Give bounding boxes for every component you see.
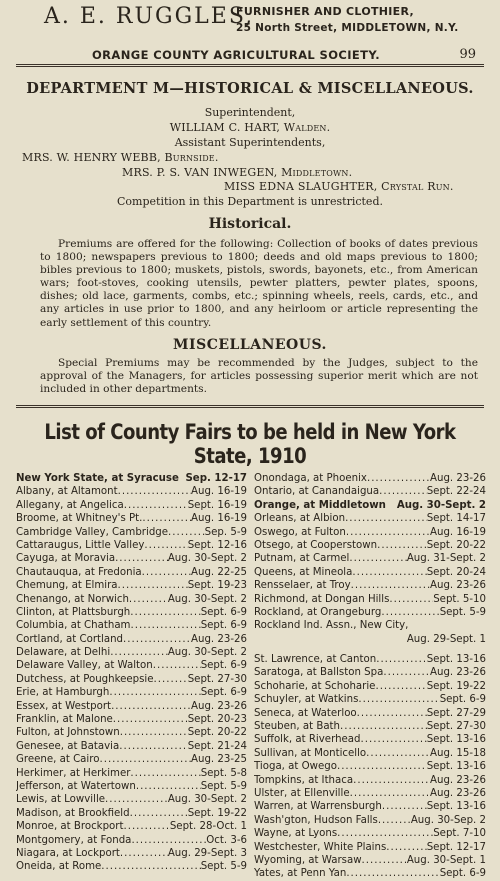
fair-dates: Aug. 30-Sept. 2 (396, 499, 486, 511)
fair-county-location: Suffolk, at Riverhead (254, 734, 361, 746)
fair-county-location: Schuyler, at Watkins (254, 694, 359, 706)
fair-dates: Sep. 5-9 (204, 526, 247, 538)
fair-entry (254, 800, 486, 813)
leader-dots (346, 867, 439, 880)
fair-county-location: Chemung, at Elmira (16, 580, 118, 592)
fair-county-location: Cayuga, at Moravia (16, 553, 116, 565)
fair-county-location: Essex, at Westport (16, 700, 112, 712)
fair-dates: Sept. 27-30 (426, 721, 486, 733)
fair-dates: Sept. 13-16 (426, 801, 486, 813)
leader-dots (153, 659, 201, 672)
leader-dots (349, 552, 406, 565)
advertiser-address: 25 North Street, MIDDLETOWN, N.Y. (236, 22, 459, 34)
fair-entry (16, 593, 247, 606)
leader-space (386, 499, 397, 512)
fair-dates: Sept. 5-9 (200, 780, 247, 792)
fair-entry (254, 814, 486, 827)
competition-note: Competition in this Department is unrestricted. (117, 195, 383, 208)
leader-dots (131, 834, 206, 847)
fair-entry (254, 579, 486, 592)
fair-entry (16, 552, 247, 565)
fair-county-location: Ontario, at Canandaigua (254, 486, 380, 498)
fair-dates: Sept. 19-23 (187, 580, 247, 592)
fair-county-location: Cortland, at Cortland (16, 633, 124, 645)
fair-dates: Aug. 29-Sept. 1 (406, 633, 486, 645)
fair-entry (16, 539, 247, 552)
superintendent-name: WILLIAM C. HART, Walden. (169, 121, 331, 134)
fair-entry (254, 720, 486, 733)
fair-entry (254, 827, 486, 840)
fairs-column-left (16, 472, 247, 874)
fair-entry (16, 566, 247, 579)
fair-dates: Sep. 12-17 (185, 473, 247, 484)
leader-dots (123, 820, 169, 833)
fair-entry (254, 566, 486, 579)
fair-entry (254, 867, 486, 880)
fair-entry (16, 793, 247, 806)
fair-entry (16, 713, 247, 726)
fair-county-location: Herkimer, at Herkimer (16, 767, 131, 779)
leader-dots (129, 593, 168, 606)
leader-dots (389, 593, 433, 606)
leader-dots (375, 680, 426, 693)
fair-dates: Aug. 30-Sept. 2 (167, 794, 247, 806)
fair-county-location: Putnam, at Carmel (254, 553, 350, 565)
leader-dots (111, 700, 191, 713)
fair-entry (16, 847, 247, 860)
fair-county-location: Yates, at Penn Yan (254, 868, 347, 880)
leader-dots (337, 827, 433, 840)
fair-county-location: Greene, at Cairo (16, 754, 100, 766)
fair-county-location: Otsego, at Cooperstown (254, 539, 378, 551)
fair-dates: Sept. 20-24 (426, 566, 486, 578)
fair-entry (16, 485, 247, 498)
fair-dates: Sept. 27-30 (187, 673, 247, 685)
fair-dates: Aug. 16-19 (191, 513, 247, 525)
leader-dots (367, 472, 430, 485)
fair-dates: Aug. 31-Sept. 2 (406, 553, 486, 565)
fair-dates: Sept. 6-9 (200, 606, 247, 618)
fair-county-location: Warren, at Warrensburgh (254, 801, 382, 813)
fair-entry (254, 747, 486, 760)
fair-entry (254, 539, 486, 552)
fair-entry (254, 499, 486, 512)
leader-dots (379, 485, 427, 498)
advertiser-name: A. E. RUGGLES, (44, 4, 255, 29)
leader-dots (101, 860, 200, 873)
fair-dates: Sept. 16-19 (187, 499, 247, 511)
fair-dates: Sept. 20-22 (187, 727, 247, 739)
fair-entry (254, 733, 486, 746)
leader-dots (362, 854, 407, 867)
leader-dots (123, 633, 191, 646)
fair-dates: Sept. 6-9 (200, 687, 247, 699)
fair-county-location: Albany, at Altamont (16, 486, 118, 498)
fair-entry (254, 606, 486, 619)
fair-entry (16, 659, 247, 672)
header-divider (16, 64, 484, 65)
fair-dates: Aug. 15-18 (430, 747, 486, 759)
leader-dots (351, 579, 430, 592)
fairs-column-right (254, 472, 486, 881)
fair-entry (254, 653, 486, 666)
leader-dots (352, 566, 426, 579)
leader-dots (118, 485, 191, 498)
fair-county-location: Montgomery, at Fonda (16, 834, 132, 846)
fair-dates: Sept. 12-16 (187, 539, 247, 551)
leader-dots (118, 579, 188, 592)
fair-county-location: Sullivan, at Monticello (254, 747, 367, 759)
leader-dots (383, 666, 430, 679)
fair-county-location: Chautauqua, at Fredonia (16, 566, 142, 578)
fair-county-location: Madison, at Brookfield (16, 807, 130, 819)
fair-dates: Sept. 28-Oct. 1 (169, 821, 247, 833)
leader-dots (120, 726, 188, 739)
leader-dots (130, 619, 200, 632)
leader-dots (130, 767, 200, 780)
fair-county-location: Clinton, at Plattsburgh (16, 606, 131, 618)
fair-dates: Aug. 23-26 (191, 700, 247, 712)
fair-entry (16, 673, 247, 686)
assistant-superintendent-2: MRS. P. S. VAN INWEGEN, Middletown. (122, 166, 353, 179)
fair-entry (16, 579, 247, 592)
fair-county-location: Queens, at Mineola (254, 566, 353, 578)
leader-dots (130, 807, 188, 820)
fair-entry (254, 693, 486, 706)
fair-dates: Sept. 27-29 (426, 707, 486, 719)
fair-dates: Aug. 23-26 (430, 787, 486, 799)
fair-county-location: Delaware, at Delhi (16, 647, 111, 659)
fair-entry (254, 854, 486, 867)
fair-dates: Aug. 23-26 (191, 633, 247, 645)
fair-county-location: Saratoga, at Ballston Spa (254, 667, 384, 679)
leader-dots (386, 841, 426, 854)
fair-entry (254, 472, 486, 485)
superintendent-label: Superintendent, (204, 106, 296, 119)
fair-county-location: Broome, at Whitney's Pt. (16, 513, 143, 525)
fair-county-location: Wyoming, at Warsaw (254, 854, 362, 866)
section-divider-thin (16, 407, 484, 408)
fair-county-location: Genesee, at Batavia (16, 740, 120, 752)
fair-dates: Sept. 20-22 (426, 539, 486, 551)
assistant-superintendent-3: MISS EDNA SLAUGHTER, Crystal Run. (224, 180, 454, 193)
fair-county-location: Onondaga, at Phoenix (254, 473, 367, 484)
fair-county-location: Dutchess, at Poughkeepsie (16, 673, 154, 685)
fair-dates: Aug. 22-25 (191, 566, 247, 578)
leader-dots (109, 686, 200, 699)
fair-county-location: Ulster, at Ellenville (254, 787, 350, 799)
fair-county-location: Jefferson, at Watertown (16, 780, 136, 792)
leader-dots (136, 780, 201, 793)
fair-county-location: Orleans, at Albion (254, 513, 346, 525)
leader-dots (110, 646, 168, 659)
fair-county-location: Oswego, at Fulton (254, 526, 346, 538)
fair-county-location: Cattaraugus, Little Valley (16, 539, 145, 551)
fair-dates: Aug. 23-25 (191, 754, 247, 766)
page-number: 99 (459, 47, 476, 62)
fair-county-location: Steuben, at Bath (254, 721, 341, 733)
fair-county-location: Columbia, at Chatham (16, 620, 131, 632)
fair-dates: Sept. 6-9 (200, 620, 247, 632)
leader-dots (337, 760, 427, 773)
fair-entry (16, 834, 247, 847)
fair-entry (254, 707, 486, 720)
fair-county-location: Fulton, at Johnstown (16, 727, 120, 739)
fair-dates: Aug. 29-Sept. 3 (167, 847, 247, 859)
leader-dots (378, 814, 411, 827)
fair-entry (254, 760, 486, 773)
fair-county-location: St. Lawrence, at Canton (254, 654, 377, 666)
leader-dots (105, 793, 168, 806)
fair-dates: Sept. 12-17 (426, 841, 486, 853)
fair-dates: Sept. 19-22 (187, 807, 247, 819)
leader-dots (99, 753, 191, 766)
fair-county-location: Niagara, at Lockport (16, 847, 120, 859)
leader-dots (350, 787, 430, 800)
fair-county-location: New York State, at Syracuse (16, 473, 179, 484)
fair-dates: Sept. 5-9 (200, 861, 247, 873)
leader-dots (142, 512, 191, 525)
fair-dates: Aug. 16-19 (191, 486, 247, 498)
fair-county-location: Westchester, White Plains (254, 841, 387, 853)
fair-county-location: Orange, at Middletown (254, 499, 386, 511)
fair-county-location: Erie, at Hamburgh (16, 687, 110, 699)
fair-dates: Sept. 13-16 (426, 654, 486, 666)
fair-entry (16, 860, 247, 873)
fair-dates: Aug. 23-26 (430, 473, 486, 484)
fair-entry (16, 807, 247, 820)
fair-county-location: Franklin, at Malone (16, 714, 113, 726)
fair-dates: Sept. 21-24 (187, 740, 247, 752)
fair-dates: Aug. 23-26 (430, 774, 486, 786)
fair-county-location: Richmond, at Dongan Hills (254, 593, 390, 605)
leader-dots (115, 552, 168, 565)
fairs-list-title: List of County Fairs to be held in New York State, 1910 (44, 420, 456, 468)
leader-dots (120, 847, 168, 860)
assistant-superintendent-1: MRS. W. HENRY WEBB, Burnside. (22, 151, 219, 164)
miscellaneous-heading: MISCELLANEOUS. (173, 337, 327, 353)
fair-entry (16, 606, 247, 619)
fair-entry (254, 774, 486, 787)
leader-dots (358, 693, 439, 706)
fair-entry (254, 526, 486, 539)
fair-entry (254, 680, 486, 693)
fair-county-location: Rensselaer, at Troy (254, 580, 351, 592)
fair-county-location: Delaware Valley, at Walton (16, 660, 153, 672)
miscellaneous-paragraph: Special Premiums may be recommended by the Judges, subject to the approval of the Managers, for articles possessing superior merit which are not included in other departments. (40, 357, 478, 396)
leader-dots (382, 800, 427, 813)
leader-dots (346, 526, 430, 539)
leader-dots (357, 707, 427, 720)
assistant-label: Assistant Superintendents, (174, 136, 326, 149)
fair-county-location: Cambridge Valley, Cambridge (16, 526, 169, 538)
fair-county-location: Rockland Ind. Assn., New City, (254, 620, 409, 632)
fair-entry (254, 666, 486, 679)
leader-dots (119, 740, 187, 753)
fair-entry (16, 780, 247, 793)
fair-dates: Sept. 6-9 (439, 694, 486, 706)
fair-dates: Aug. 30-Sept. 2 (167, 647, 247, 659)
leader-dots (113, 713, 188, 726)
historical-paragraph: Premiums are offered for the following: Collection of books of dates previous to 1800; newspapers previous to 1800; deeds and old maps previous to 1800; bibles previous to 1800; muskets, pistols, swords, bayonets, etc., from American wars; foot-stoves, cooking utensils, pewter platters, pewter plates, spoons, dishes; old lace, garments, combs, etc.; spinning wheels, reels, cards, etc., and any articles in use prior to 1800, and any heirloom or article representing the early settlement of this country. (40, 238, 478, 329)
fair-dates: Aug. 16-19 (430, 526, 486, 538)
fair-entry (16, 512, 247, 525)
fair-dates: Sept. 22-24 (426, 486, 486, 498)
department-title: DEPARTMENT M—HISTORICAL & MISCELLANEOUS. (26, 80, 474, 97)
fair-county-location: Wash'gton, Hudson Falls (254, 814, 378, 826)
fair-entry (254, 619, 486, 632)
fair-dates: Aug. 30-Sept. 2 (167, 553, 247, 565)
header-divider-thin (16, 66, 484, 67)
leader-dots (154, 673, 188, 686)
fair-dates: Oct. 3-6 (206, 834, 247, 846)
fair-entry (16, 633, 247, 646)
leader-dots (124, 499, 188, 512)
fair-entry (254, 485, 486, 498)
advertiser-header (14, 0, 486, 48)
leader-dots (340, 720, 427, 733)
fair-dates: Aug. 23-26 (430, 667, 486, 679)
fair-entry (254, 552, 486, 565)
fair-entry (16, 820, 247, 833)
fair-county-location: Schoharie, at Schoharie (254, 680, 376, 692)
fair-county-location: Allegany, at Angelica (16, 499, 124, 511)
leader-dots (144, 539, 187, 552)
fair-county-location: Rockland, at Orangeburg (254, 606, 382, 618)
fair-entry (16, 740, 247, 753)
leader-dots (168, 526, 205, 539)
fair-dates: Sept. 5-9 (439, 606, 486, 618)
section-divider (16, 405, 484, 406)
fair-dates: Sept. 5-8 (200, 767, 247, 779)
fair-county-location: Tioga, at Owego (254, 761, 337, 773)
fair-entry (16, 472, 247, 485)
fair-entry (254, 512, 486, 525)
fair-entry (16, 700, 247, 713)
fair-entry (254, 787, 486, 800)
leader-dots (142, 566, 191, 579)
fair-dates: Sept. 14-17 (426, 513, 486, 525)
fair-county-location: Chenango, at Norwich (16, 593, 129, 605)
fair-dates: Sept. 19-22 (426, 680, 486, 692)
fair-dates: Sept. 7-10 (433, 828, 486, 840)
advertiser-trade: FURNISHER AND CLOTHIER, (236, 5, 414, 18)
fair-entry (16, 767, 247, 780)
fair-dates: Aug. 23-26 (430, 580, 486, 592)
leader-dots (345, 512, 427, 525)
fair-county-location: Monroe, at Brockport (16, 821, 124, 833)
fair-entry (16, 686, 247, 699)
fair-dates: Sept. 6-9 (200, 660, 247, 672)
fair-dates: Sept. 20-23 (187, 714, 247, 726)
leader-dots (381, 606, 439, 619)
fair-dates: Sept. 6-9 (439, 868, 486, 880)
fair-county-location: Wayne, at Lyons (254, 828, 338, 840)
leader-dots (353, 774, 430, 787)
fair-dates: Sept. 5-10 (433, 593, 486, 605)
leader-dots (366, 747, 430, 760)
fair-dates: Sept. 13-16 (426, 734, 486, 746)
leader-dots (376, 653, 427, 666)
fair-entry (254, 633, 486, 646)
fair-county-location: Tompkins, at Ithaca (254, 774, 354, 786)
fair-entry (16, 726, 247, 739)
fair-entry (254, 593, 486, 606)
fair-entry (16, 753, 247, 766)
historical-heading: Historical. (208, 216, 292, 232)
fair-dates: Aug. 30-Sep. 2 (410, 814, 486, 826)
fair-entry-spacer (254, 646, 486, 653)
fair-entry (16, 619, 247, 632)
fair-county-location: Lewis, at Lowville (16, 794, 106, 806)
fair-entry (16, 646, 247, 659)
fair-dates: Aug. 30-Sept. 1 (406, 854, 486, 866)
fair-county-location: Seneca, at Waterloo (254, 707, 357, 719)
fair-entry (254, 841, 486, 854)
leader-dots (377, 539, 427, 552)
leader-dots (361, 733, 427, 746)
fair-entry (16, 526, 247, 539)
leader-dots (130, 606, 200, 619)
fair-entry (16, 499, 247, 512)
fair-dates: Sept. 13-16 (426, 761, 486, 773)
running-head: ORANGE COUNTY AGRICULTURAL SOCIETY. (92, 48, 381, 62)
fair-dates: Aug. 30-Sept. 2 (167, 593, 247, 605)
fair-county-location: Oneida, at Rome (16, 861, 102, 873)
